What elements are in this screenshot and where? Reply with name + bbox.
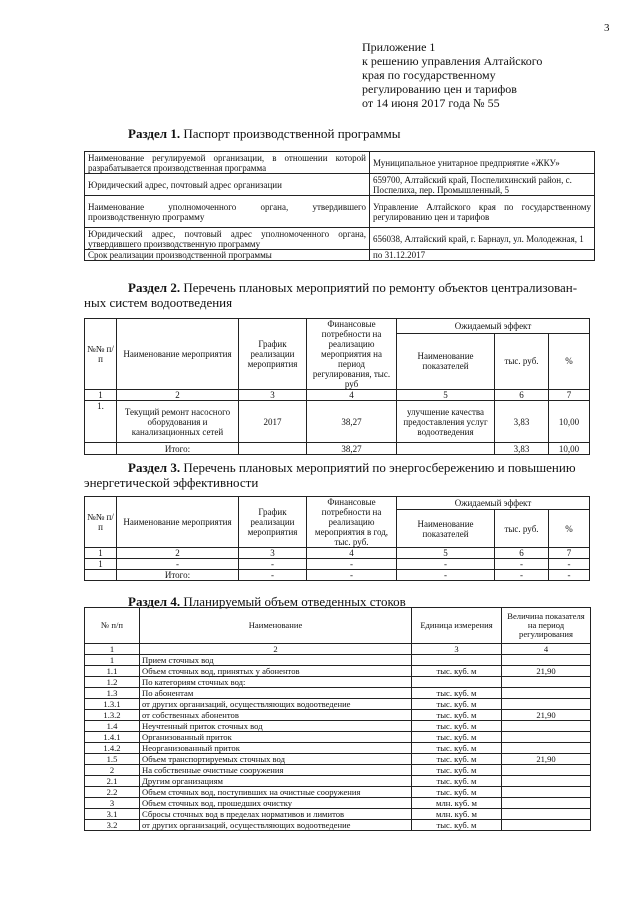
header-name: Наименование мероприятия <box>117 319 239 390</box>
row-name: Объем сточных вод, принятых у абонентов <box>140 666 412 677</box>
row-unit: тыс. куб. м <box>412 688 502 699</box>
sewage-volume-table <box>84 607 591 831</box>
row-name: от собственных абонентов <box>140 710 412 721</box>
col-number: 6 <box>495 390 549 401</box>
row-value <box>502 820 591 831</box>
row-num: 1.3.2 <box>85 710 140 721</box>
row-num: 3.2 <box>85 820 140 831</box>
col-number: 7 <box>549 548 590 559</box>
header-num: №№ п/п <box>85 497 117 548</box>
row-num: 1 <box>85 655 140 666</box>
row-name: - <box>117 559 239 570</box>
row-value <box>502 765 591 776</box>
appendix-line: края по государственному <box>362 68 496 82</box>
col-number: 5 <box>397 548 495 559</box>
section3-title: Перечень плановых мероприятий по энергосбережению и повышению <box>183 460 576 475</box>
row-unit: тыс. куб. м <box>412 754 502 765</box>
row-schedule: - <box>239 559 307 570</box>
row-name: от других организаций, осуществляющих водоотведение <box>140 699 412 710</box>
col-number: 4 <box>307 390 397 401</box>
total-percent: 10,00 <box>549 443 590 455</box>
row-name: от других организаций, осуществляющих водоотведение <box>140 820 412 831</box>
row-name: Объем транспортируемых сточных вод <box>140 754 412 765</box>
row-schedule: 2017 <box>239 401 307 443</box>
row-unit: тыс. куб. м <box>412 699 502 710</box>
passport-table <box>84 151 595 261</box>
section3-heading <box>84 460 594 490</box>
section1-heading <box>128 126 400 141</box>
col-number: 3 <box>239 390 307 401</box>
row-num: 2.2 <box>85 787 140 798</box>
row-value <box>502 787 591 798</box>
header-effect: Ожидаемый эффект <box>397 497 590 510</box>
table-row <box>85 228 595 250</box>
row-unit: млн. куб. м <box>412 798 502 809</box>
row-value <box>502 776 591 787</box>
header-schedule: График реализации мероприятия <box>239 319 307 390</box>
row-num: 1.4.1 <box>85 732 140 743</box>
header-finance: Финансовые потребности на реализацию мероприятия на период регулирования, тыс. руб <box>307 319 397 390</box>
appendix-block <box>362 40 542 110</box>
row-value <box>502 732 591 743</box>
appendix-line: Приложение 1 <box>362 40 436 54</box>
row-value <box>502 809 591 820</box>
col-number: 1 <box>85 644 140 655</box>
row-name: Объем сточных вод, поступивших на очистные сооружения <box>140 787 412 798</box>
table-row <box>85 688 591 699</box>
table-row <box>85 699 591 710</box>
row-value <box>502 743 591 754</box>
row-thousand: - <box>495 559 549 570</box>
header-schedule: График реализации мероприятия <box>239 497 307 548</box>
table-row <box>85 666 591 677</box>
row-num: 1.2 <box>85 677 140 688</box>
passport-key: Наименование регулируемой организации, в отношении которой разрабатывается производственная программа <box>85 152 370 174</box>
passport-value: Управление Алтайского края по государственному регулированию цен и тарифов <box>370 196 595 228</box>
row-unit: тыс. куб. м <box>412 765 502 776</box>
row-unit: тыс. куб. м <box>412 710 502 721</box>
total-thousand: 3,83 <box>495 443 549 455</box>
header-finance: Финансовые потребности на реализацию мероприятия в год, тыс. руб. <box>307 497 397 548</box>
header-effect: Ожидаемый эффект <box>397 319 590 334</box>
row-num: 2 <box>85 765 140 776</box>
row-name: Другим организациям <box>140 776 412 787</box>
total-label: Итого: <box>117 570 239 581</box>
col-number: 7 <box>549 390 590 401</box>
row-unit: тыс. куб. м <box>412 721 502 732</box>
table-row <box>85 776 591 787</box>
section4-title: Планируемый объем отведенных стоков <box>183 594 406 609</box>
table-row <box>85 401 590 443</box>
col-number: 2 <box>117 390 239 401</box>
passport-key: Наименование уполномоченного органа, утвердившего производственную программу <box>85 196 370 228</box>
row-percent: 10,00 <box>549 401 590 443</box>
row-num: 1.3.1 <box>85 699 140 710</box>
row-num: 1.1 <box>85 666 140 677</box>
total-percent: - <box>549 570 590 581</box>
section4-label: Раздел 4. <box>128 594 181 609</box>
row-value <box>502 798 591 809</box>
total-indicator: - <box>397 570 495 581</box>
table-row <box>85 721 591 732</box>
total-label: Итого: <box>117 443 239 455</box>
appendix-line: к решению управления Алтайского <box>362 54 543 68</box>
row-finance: - <box>307 559 397 570</box>
passport-value: 656038, Алтайский край, г. Барнаул, ул. Молодежная, 1 <box>370 228 595 250</box>
header-num: №№ п/п <box>85 319 117 390</box>
col-number: 5 <box>397 390 495 401</box>
col-number: 4 <box>307 548 397 559</box>
table-row <box>85 655 591 666</box>
row-num: 2.1 <box>85 776 140 787</box>
table-row <box>85 559 590 570</box>
row-name: Сбросы сточных вод в пределах нормативов и лимитов <box>140 809 412 820</box>
header-indicator: Наименование показателей <box>397 510 495 548</box>
row-num: 3 <box>85 798 140 809</box>
col-number: 3 <box>412 644 502 655</box>
header-num: № п/п <box>85 608 140 644</box>
col-number: 1 <box>85 390 117 401</box>
total-thousand: - <box>495 570 549 581</box>
table-row <box>85 798 591 809</box>
sewage-volume-rows <box>85 655 591 831</box>
row-value: 21,90 <box>502 710 591 721</box>
section2-title-cont: ных систем водоотведения <box>84 295 233 310</box>
row-indicator: улучшение качества предоставления услуг водоотведения <box>397 401 495 443</box>
total-finance: 38,27 <box>307 443 397 455</box>
section2-heading <box>84 280 594 310</box>
row-value <box>502 721 591 732</box>
col-number: 2 <box>117 548 239 559</box>
header-name: Наименование мероприятия <box>117 497 239 548</box>
row-name: По абонентам <box>140 688 412 699</box>
energy-table <box>84 496 590 581</box>
row-num: 1.4 <box>85 721 140 732</box>
table-row <box>85 196 595 228</box>
table-row <box>85 390 590 401</box>
table-row <box>85 743 591 754</box>
col-number: 1 <box>85 548 117 559</box>
table-row <box>85 174 595 196</box>
row-name: На собственные очистные сооружения <box>140 765 412 776</box>
row-name: По категориям сточных вод: <box>140 677 412 688</box>
row-unit: тыс. куб. м <box>412 666 502 677</box>
row-thousand: 3,83 <box>495 401 549 443</box>
row-finance: 38,27 <box>307 401 397 443</box>
row-unit <box>412 655 502 666</box>
row-value: 21,90 <box>502 754 591 765</box>
row-name: Текущий ремонт насосного оборудования и канализационных сетей <box>117 401 239 443</box>
row-num: 1.4.2 <box>85 743 140 754</box>
table-row <box>85 677 591 688</box>
header-thousand: тыс. руб. <box>495 333 549 389</box>
header-thousand: тыс. руб. <box>495 510 549 548</box>
row-indicator: - <box>397 559 495 570</box>
table-row <box>85 787 591 798</box>
header-percent: % <box>549 333 590 389</box>
table-row <box>85 820 591 831</box>
total-schedule: - <box>239 570 307 581</box>
row-name: Неорганизованный приток <box>140 743 412 754</box>
col-number: 4 <box>502 644 591 655</box>
row-unit: млн. куб. м <box>412 809 502 820</box>
row-percent: - <box>549 559 590 570</box>
row-num: 1.3 <box>85 688 140 699</box>
col-number: 2 <box>140 644 412 655</box>
repair-table <box>84 318 590 455</box>
row-unit: тыс. куб. м <box>412 743 502 754</box>
total-finance: - <box>307 570 397 581</box>
table-row <box>85 644 591 655</box>
row-name: Объем сточных вод, прошедших очистку <box>140 798 412 809</box>
header-unit: Единица измерения <box>412 608 502 644</box>
col-number: 3 <box>239 548 307 559</box>
col-number: 6 <box>495 548 549 559</box>
table-row <box>85 710 591 721</box>
table-row <box>85 765 591 776</box>
passport-value: 659700, Алтайский край, Поспелихинский район, с. Поспелиха, пер. Промышленный, 5 <box>370 174 595 196</box>
header-name: Наименование <box>140 608 412 644</box>
passport-key: Срок реализации производственной программы <box>85 250 370 261</box>
section3-title-cont: энергетической эффективности <box>84 475 259 490</box>
section1-title: Паспорт производственной программы <box>183 126 401 141</box>
passport-key: Юридический адрес, почтовый адрес организации <box>85 174 370 196</box>
table-row <box>85 152 595 174</box>
table-row <box>85 809 591 820</box>
passport-value: Муниципальное унитарное предприятие «ЖКУ» <box>370 152 595 174</box>
table-row <box>85 250 595 261</box>
page-number: 3 <box>604 22 610 34</box>
section3-label: Раздел 3. <box>128 460 181 475</box>
row-unit: тыс. куб. м <box>412 787 502 798</box>
row-unit: тыс. куб. м <box>412 820 502 831</box>
row-unit <box>412 677 502 688</box>
row-value <box>502 655 591 666</box>
row-value <box>502 699 591 710</box>
row-unit: тыс. куб. м <box>412 776 502 787</box>
row-value <box>502 677 591 688</box>
header-value: Величина показателя на период регулирования <box>502 608 591 644</box>
row-num: 1 <box>85 559 117 570</box>
section2-title: Перечень плановых мероприятий по ремонту объектов централизован- <box>183 280 578 295</box>
appendix-line: регулированию цен и тарифов <box>362 82 517 96</box>
header-indicator: Наименование показателей <box>397 333 495 389</box>
section2-label: Раздел 2. <box>128 280 181 295</box>
table-row <box>85 754 591 765</box>
passport-value: по 31.12.2017 <box>370 250 595 261</box>
row-unit: тыс. куб. м <box>412 732 502 743</box>
header-percent: % <box>549 510 590 548</box>
row-name: Организованный приток <box>140 732 412 743</box>
table-row <box>85 443 590 455</box>
row-num: 1.5 <box>85 754 140 765</box>
table-row <box>85 732 591 743</box>
row-num: 3.1 <box>85 809 140 820</box>
section1-label: Раздел 1. <box>128 126 181 141</box>
row-value: 21,90 <box>502 666 591 677</box>
row-name: Прием сточных вод <box>140 655 412 666</box>
row-value <box>502 688 591 699</box>
table-row <box>85 570 590 581</box>
passport-key: Юридический адрес, почтовый адрес уполномоченного органа, утвердившего производственную программу <box>85 228 370 250</box>
row-num: 1. <box>85 401 117 443</box>
appendix-line: от 14 июня 2017 года № 55 <box>362 96 500 110</box>
table-row <box>85 548 590 559</box>
row-name: Неучтенный приток сточных вод <box>140 721 412 732</box>
